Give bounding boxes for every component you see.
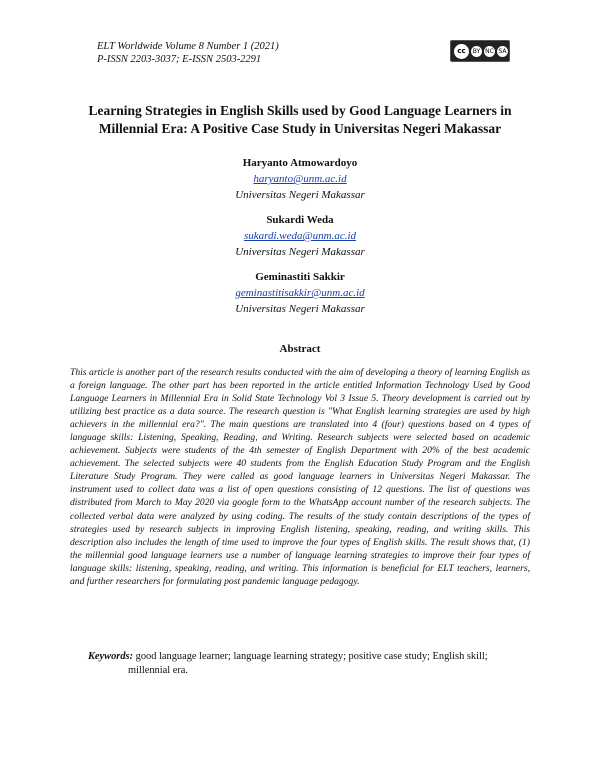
author-1: [100, 155, 500, 203]
by-icon: BY: [472, 47, 481, 55]
paper-title: Learning Strategies in English Skills used by Good Language Learners in Millennial Era: A Positive Case Study in Universitas Negeri Makassar: [88, 103, 512, 136]
keywords-label: Keywords:: [88, 651, 134, 662]
creative-commons-by-nc-sa-icon: [450, 40, 510, 62]
keywords-section: [88, 650, 530, 678]
journal-issn: P-ISSN 2203-3037; E-ISSN 2503-2291: [97, 54, 262, 65]
author-2: [100, 212, 500, 260]
author-3: [100, 269, 500, 317]
keywords-line-1: good language learner; language learning strategy; positive case study; English skill;: [135, 651, 488, 662]
sa-icon: SA: [498, 47, 507, 55]
journal-header: [97, 40, 279, 66]
author-email-link[interactable]: sukardi.weda@unm.ac.id: [243, 230, 357, 242]
abstract-heading: Abstract: [279, 343, 321, 355]
author-email-link[interactable]: haryanto@unm.ac.id: [253, 173, 347, 185]
abstract-body: This article is another part of the research results conducted with the aim of developing a theory of learning English as a foreign language. The other part has been reported in the article entitled Information Technology Used by Good Language Learners in Millennial Era in Solid State Technology Vol 3 Issue 5. Theory development is carried out by utilizing best practice as a data source. The research question is "What English learning strategies are used by high achievers in the millennial era?". The main questions are translated into 4 (four) questions based on 4 types of language skills: Listening, Speaking, Reading, and Writing. Research subjects were selected based on academic achievement. Subjects were students of the 4th semester of English Department with 20% of the best academic achievement. The selected subjects were 40 students from the English Education Study Program and the English Literature Study Program. They were called as good language learners in Universitas Negeri Makassar. The instrument used to collect data was a list of open questions consisting of 12 questions. The list of questions was distributed from March to May 2020 via google form to the WhatsApp account number of the research subjects. The collected verbal data were analyzed by using coding. The results of the study contain descriptions of the types of strategies used by research subjects in improving English listening, speaking, reading, and writing skills. This description also includes the length of time used to improve the four types of English skills. The result shows that, (1) the millennial good language learners use a number of language learning strategies to improve their four types of language skills: listening, speaking, reading, and writing. This information is beneficial for ELT teachers, learners, and further researchers for formulating post pandemic language pedagogy.: [70, 367, 530, 587]
author-affiliation: Universitas Negeri Makassar: [235, 303, 365, 315]
author-name: Geminastiti Sakkir: [255, 271, 345, 283]
nc-icon: NC: [485, 47, 494, 55]
author-email-link[interactable]: geminastitisakkir@unm.ac.id: [235, 287, 365, 299]
author-name: Haryanto Atmowardoyo: [242, 157, 358, 169]
cc-icon: cc: [454, 44, 469, 59]
author-name: Sukardi Weda: [266, 214, 334, 226]
author-affiliation: Universitas Negeri Makassar: [235, 246, 365, 258]
author-affiliation: Universitas Negeri Makassar: [235, 189, 365, 201]
journal-volume: ELT Worldwide Volume 8 Number 1 (2021): [97, 41, 279, 52]
keywords-line-2: millennial era.: [128, 665, 189, 676]
